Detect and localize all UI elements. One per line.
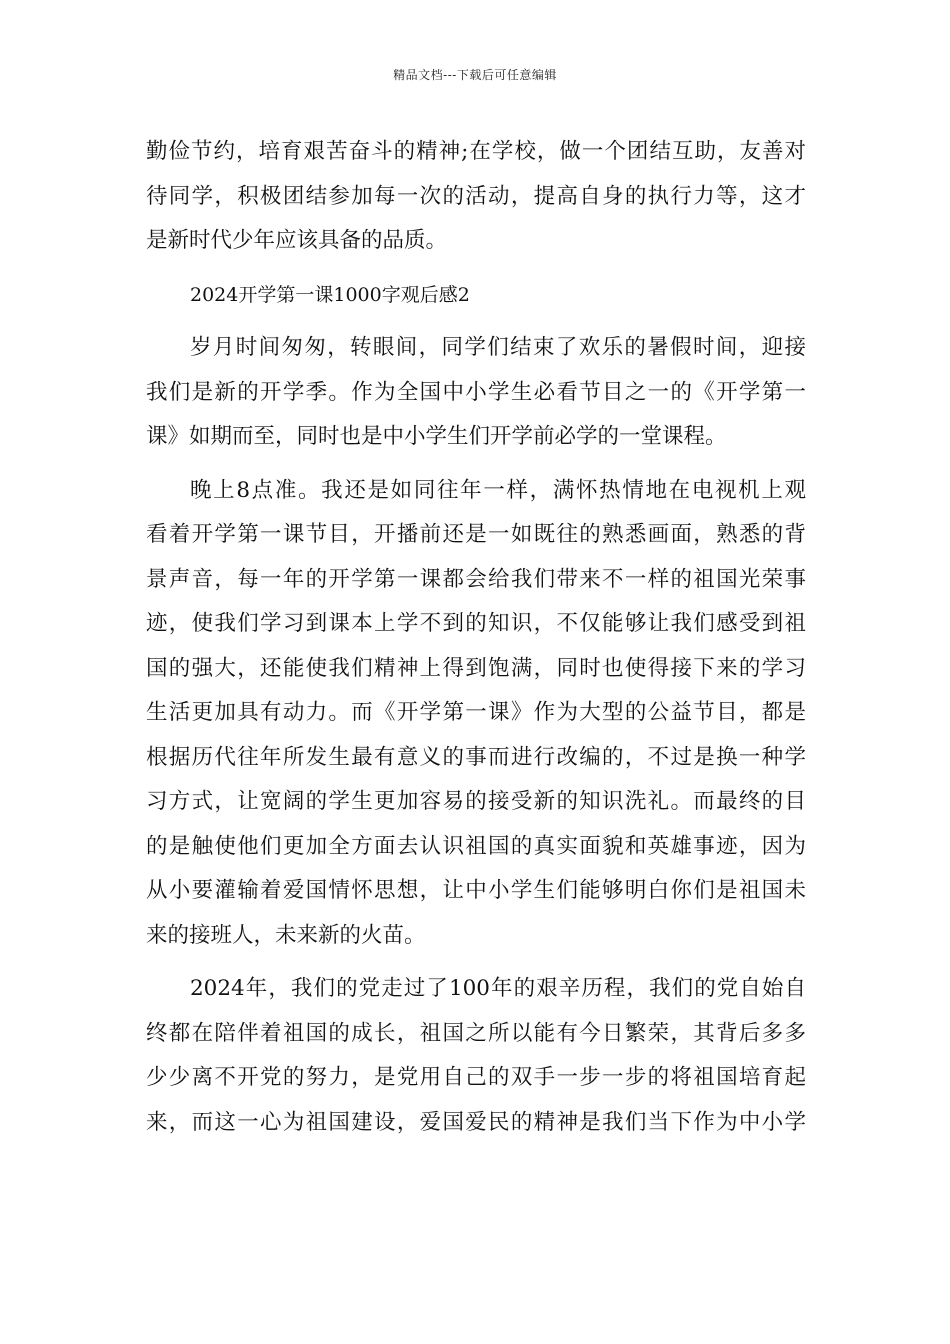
text-line: 我们是新的开学季。作为全国中小学生必看节目之一的《开学第一 <box>146 379 806 405</box>
paragraph <box>146 469 806 959</box>
text-line: 习方式，让宽阔的学生更加容易的接受新的知识洗礼。而最终的目 <box>146 789 806 814</box>
paragraph <box>146 326 806 460</box>
text-line: 来，而这一心为祖国建设，爱国爱民的精神是我们当下作为中小学 <box>146 1109 806 1135</box>
text-line: 的是触使他们更加全方面去认识祖国的真实面貌和英雄事迹，因为 <box>146 833 806 859</box>
text-line: 来的接班人，未来新的火苗。 <box>146 922 426 948</box>
text-line: 是新时代少年应该具备的品质。 <box>146 228 448 253</box>
text-line: 课》如期而至，同时也是中小学生们开学前必学的一堂课程。 <box>146 424 727 449</box>
text-line: 生活更加具有动力。而《开学第一课》作为大型的公益节目，都是 <box>146 700 806 725</box>
page-header: 精品文档---下载后可任意编辑 <box>393 68 557 82</box>
document-body <box>146 130 806 1145</box>
text-line: 少少离不开党的努力，是党用自己的双手一步一步的将祖国培育起 <box>146 1065 806 1090</box>
text-line: 终都在陪伴着祖国的成长，祖国之所以能有今日繁荣，其背后多多 <box>146 1020 806 1046</box>
text-line: 景声音，每一年的开学第一课都会给我们带来不一样的祖国光荣事 <box>146 566 806 592</box>
paragraph <box>146 130 806 264</box>
text-line: 2024年，我们的党走过了100年的艰辛历程，我们的党自始自 <box>190 976 806 1001</box>
text-line: 晚上8点准。我还是如同往年一样，满怀热情地在电视机上观 <box>190 477 806 503</box>
text-line: 勤俭节约，培育艰苦奋斗的精神;在学校，做一个团结互助，友善对 <box>146 139 806 164</box>
text-line: 岁月时间匆匆，转眼间，同学们结束了欢乐的暑假时间，迎接 <box>190 335 806 360</box>
paragraph <box>146 967 806 1145</box>
text-line: 迹，使我们学习到课本上学不到的知识，不仅能够让我们感受到祖 <box>146 611 806 636</box>
text-line: 国的强大，还能使我们精神上得到饱满，同时也使得接下来的学习 <box>146 655 806 681</box>
text-line: 看着开学第一课节目，开播前还是一如既往的熟悉画面，熟悉的背 <box>146 522 806 547</box>
text-line: 从小要灌输着爱国情怀思想，让中小学生们能够明白你们是祖国未 <box>146 878 806 903</box>
title-line: 2024开学第一课1000字观后感2 <box>190 283 470 306</box>
text-line: 根据历代往年所发生最有意义的事而进行改编的，不过是换一种学 <box>146 744 806 770</box>
text-line: 待同学，积极团结参加每一次的活动，提高自身的执行力等，这才 <box>146 183 806 209</box>
section-title <box>146 273 806 318</box>
